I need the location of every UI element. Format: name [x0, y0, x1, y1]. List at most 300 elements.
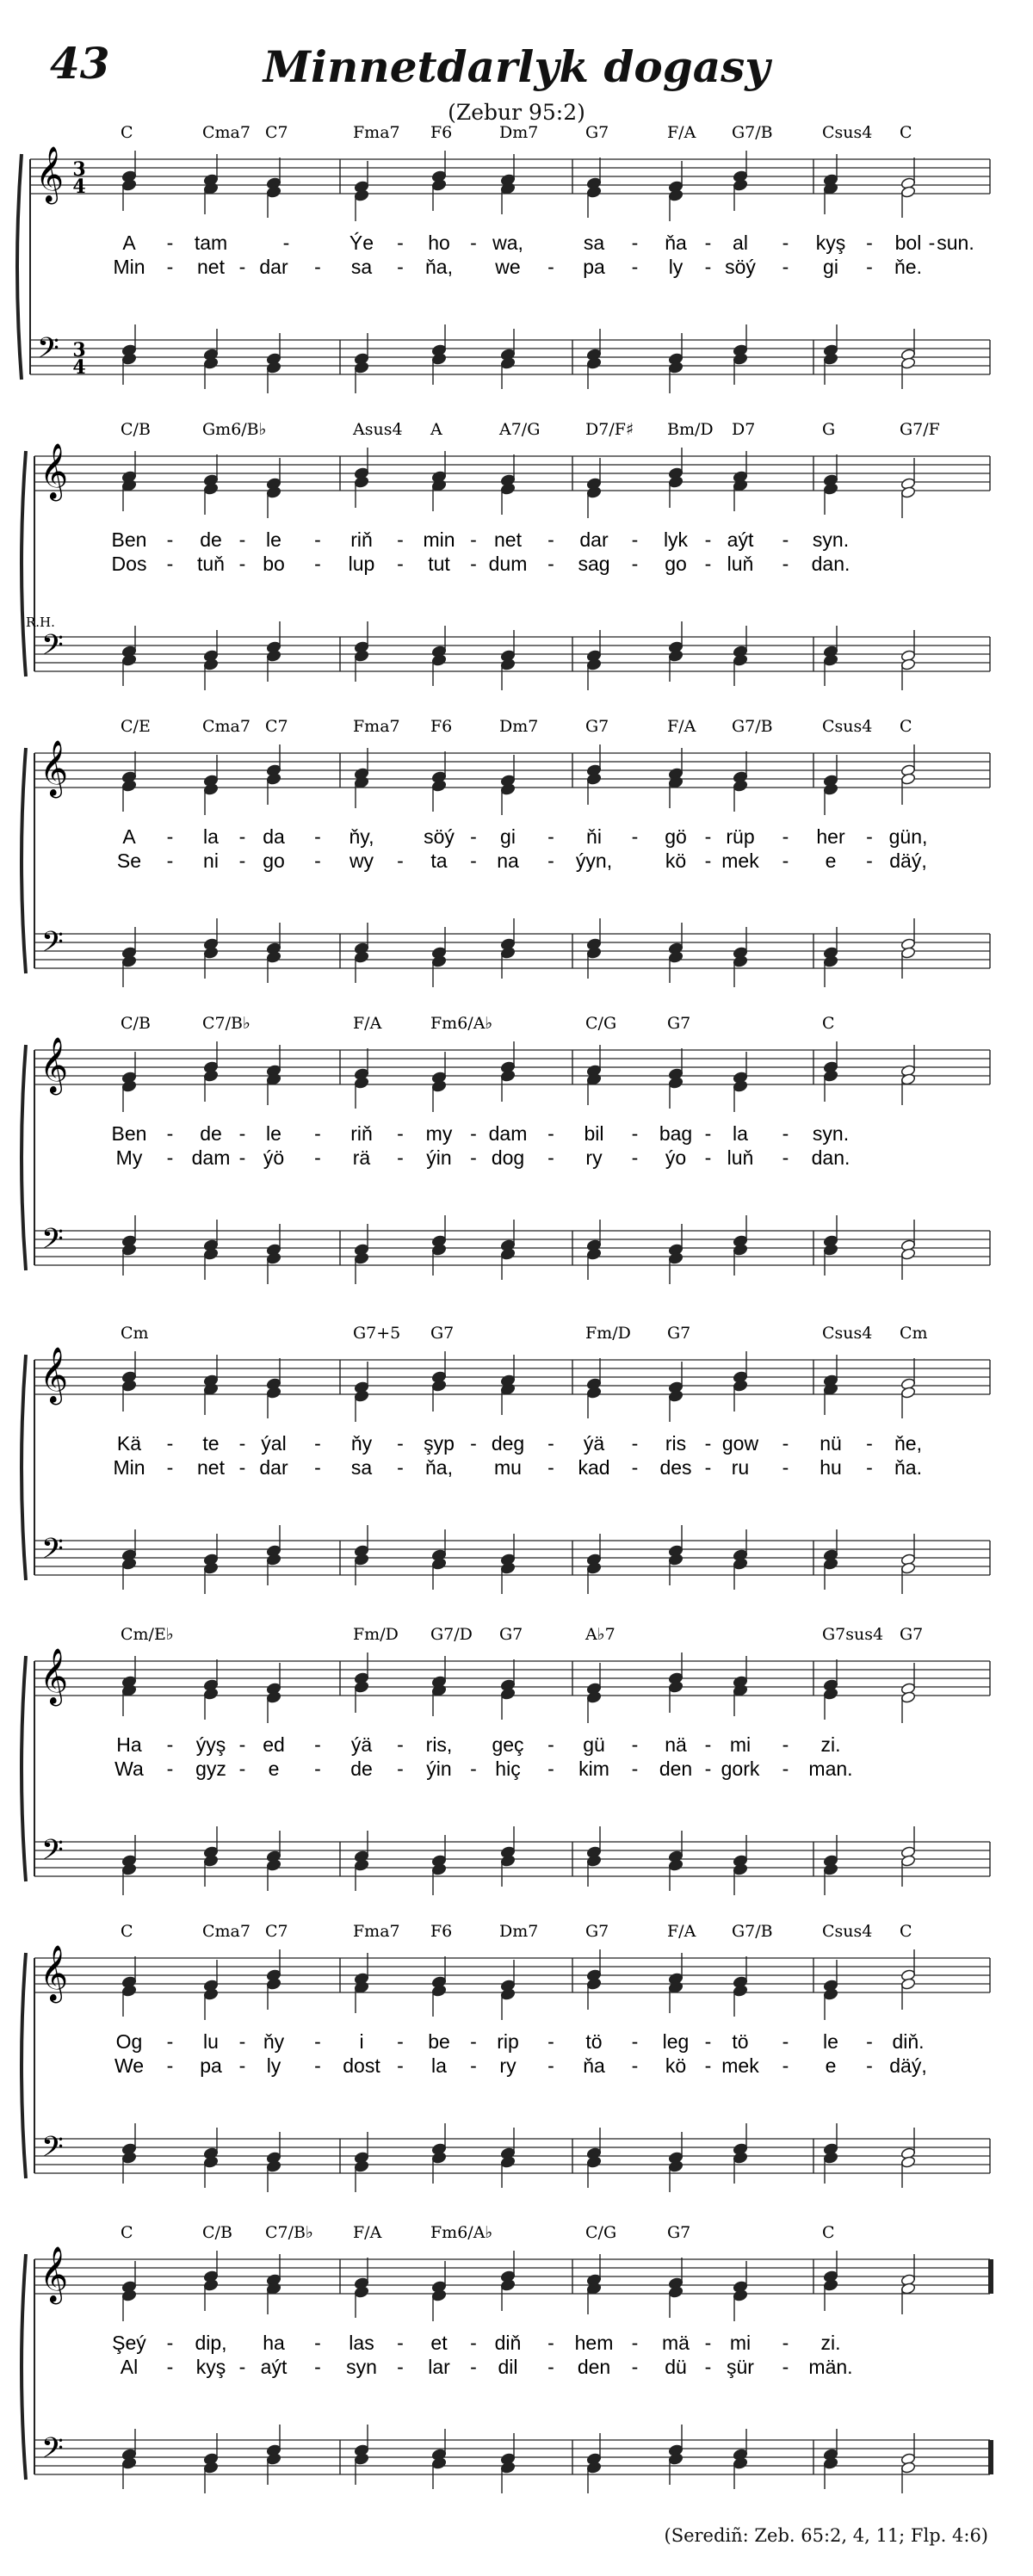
- lyric-syllable: sa: [350, 256, 373, 278]
- lyric-hyphen: -: [631, 553, 639, 575]
- bass-chord-notes: [586, 329, 602, 389]
- treble-chord-notes: [203, 755, 219, 815]
- lyric-hyphen: -: [238, 1122, 246, 1145]
- treble-chord-notes: [900, 1358, 916, 1418]
- treble-clef-icon: 𝄞: [40, 1648, 69, 1704]
- lyric-hyphen: -: [704, 1146, 712, 1169]
- lyric-syllable: rä: [352, 1146, 371, 1169]
- lyric-hyphen: -: [470, 528, 477, 551]
- footer-reference: (Serediñ: Zeb. 65:2, 4, 11; Flp. 4:6): [664, 2525, 988, 2546]
- treble-chord-notes: [203, 1355, 219, 1415]
- lyric-syllable: Al: [120, 2356, 139, 2378]
- lyric-hyphen: -: [397, 256, 404, 278]
- lyric-syllable: man.: [808, 1757, 853, 1780]
- bass-chord-notes: [431, 2429, 447, 2489]
- lyric-syllable: bol: [894, 232, 922, 254]
- lyric-hyphen: -: [866, 849, 873, 872]
- bass-clef-icon: 𝄢: [41, 1834, 64, 1874]
- chord-symbol: F/A: [353, 2223, 382, 2242]
- lyric-syllable: wa,: [492, 232, 523, 254]
- lyric-syllable: ris,: [425, 1733, 453, 1756]
- lyric-hyphen: -: [397, 2332, 404, 2354]
- lyric-syllable: hem: [574, 2332, 614, 2354]
- bass-chord-notes: [500, 1534, 516, 1594]
- bass-chord-notes: [431, 2123, 447, 2184]
- treble-chord-notes: [586, 158, 602, 218]
- lyric-syllable: ni: [203, 849, 219, 872]
- lyric-hyphen: -: [631, 528, 639, 551]
- chord-symbol: Asus4: [353, 420, 403, 439]
- lyric-syllable: kö: [665, 849, 687, 872]
- lyric-syllable: net: [197, 256, 225, 278]
- lyric-hyphen: -: [704, 825, 712, 848]
- lyric-syllable: dar: [259, 1456, 288, 1479]
- lyric-hyphen: -: [314, 2332, 321, 2354]
- bass-chord-notes: [203, 329, 219, 389]
- lyric-syllable: al: [733, 232, 748, 254]
- lyric-syllable: ly: [266, 2054, 281, 2077]
- lyric-hyphen: -: [631, 1432, 639, 1455]
- lyric-syllable: tut: [428, 553, 450, 575]
- bass-chord-notes: [500, 918, 516, 979]
- lyric-syllable: ňa,: [425, 256, 453, 278]
- lyric-hyphen: -: [397, 528, 404, 551]
- lyric-syllable: Kä: [116, 1432, 142, 1455]
- lyric-hyphen: -: [470, 2356, 477, 2378]
- bass-chord-notes: [431, 1835, 447, 1895]
- lyric-syllable: mu: [494, 1456, 522, 1479]
- time-signature-lower: 4: [72, 176, 86, 198]
- lyric-hyphen: -: [166, 2054, 174, 2077]
- lyric-hyphen: -: [397, 2356, 404, 2378]
- lyric-hyphen: -: [470, 1757, 477, 1780]
- scripture-reference: (Zebur 95:2): [448, 100, 585, 125]
- lyric-syllable: geç: [492, 1733, 524, 1756]
- lyric-syllable: e: [825, 2054, 837, 2077]
- treble-chord-notes: [668, 1362, 684, 1422]
- treble-clef-icon: 𝄞: [40, 1945, 69, 2001]
- treble-chord-notes: [586, 1663, 602, 1723]
- time-signature-upper: 3: [72, 339, 86, 361]
- lyric-syllable: ňy,: [349, 825, 374, 848]
- lyric-hyphen: -: [704, 2356, 712, 2378]
- treble-chord-notes: [586, 1045, 602, 1105]
- chord-symbol: C: [822, 1014, 835, 1033]
- treble-chord-notes: [121, 451, 137, 511]
- lyric-hyphen: -: [397, 1432, 404, 1455]
- treble-chord-notes: [668, 2258, 684, 2318]
- lyric-hyphen: -: [314, 1146, 321, 1169]
- lyric-syllable: Se: [116, 849, 142, 872]
- treble-chord-notes: [823, 154, 838, 214]
- treble-chord-notes: [266, 2254, 281, 2314]
- lyric-hyphen: -: [397, 1122, 404, 1145]
- lyric-syllable: go: [665, 553, 687, 575]
- lyric-syllable: mek: [721, 2054, 759, 2077]
- lyric-syllable: ho: [428, 232, 450, 254]
- lyric-syllable: mi: [729, 1733, 752, 1756]
- lyric-hyphen: -: [782, 232, 789, 254]
- lyric-hyphen: -: [631, 2030, 639, 2053]
- treble-chord-notes: [266, 158, 281, 218]
- lyric-syllable: A: [122, 825, 136, 848]
- lyric-hyphen: -: [166, 528, 174, 551]
- bass-chord-notes: [733, 626, 748, 686]
- bass-chord-notes: [733, 1215, 748, 1276]
- bass-chord-notes: [431, 1529, 447, 1590]
- chord-symbol: G7/F: [900, 420, 940, 439]
- lyric-hyphen: -: [631, 2332, 639, 2354]
- chord-symbol: C7/B♭: [265, 2223, 313, 2242]
- lyric-hyphen: -: [631, 825, 639, 848]
- treble-chord-notes: [500, 1659, 516, 1720]
- chord-symbol: Csus4: [822, 1922, 873, 1941]
- bass-chord-notes: [586, 1826, 602, 1887]
- treble-chord-notes: [500, 755, 516, 815]
- music-system: [0, 123, 1033, 413]
- treble-chord-notes: [266, 1358, 281, 1418]
- lyric-syllable: ha: [263, 2332, 285, 2354]
- treble-chord-notes: [203, 1659, 219, 1720]
- treble-clef-icon: 𝄞: [40, 1037, 69, 1093]
- treble-chord-notes: [900, 158, 916, 218]
- chord-symbol: C/G: [585, 1014, 617, 1033]
- lyric-syllable: We: [114, 2054, 145, 2077]
- chord-symbol: C: [900, 717, 912, 736]
- treble-chord-notes: [121, 1956, 137, 2017]
- lyric-syllable: ňa.: [894, 1456, 922, 1479]
- lyric-hyphen: -: [866, 232, 873, 254]
- bass-chord-notes: [203, 1534, 219, 1594]
- lyric-hyphen: -: [314, 553, 321, 575]
- lyric-syllable: My: [115, 1146, 143, 1169]
- treble-chord-notes: [354, 748, 369, 808]
- bass-chord-notes: [668, 1525, 684, 1585]
- bass-chord-notes: [354, 2425, 369, 2485]
- lyric-syllable: kad: [578, 1456, 610, 1479]
- bass-chord-notes: [203, 1220, 219, 1280]
- bass-clef-icon: 𝄢: [41, 629, 64, 669]
- lyric-hyphen: -: [782, 256, 789, 278]
- bass-chord-notes: [900, 2433, 916, 2493]
- bass-clef-icon: 𝄢: [41, 1223, 64, 1263]
- treble-chord-notes: [431, 1956, 447, 2017]
- lyric-hyphen: -: [166, 2332, 174, 2354]
- bass-chord-notes: [733, 1835, 748, 1895]
- bass-chord-notes: [203, 2433, 219, 2493]
- lyric-hyphen: -: [547, 2356, 554, 2378]
- lyric-hyphen: -: [547, 2332, 554, 2354]
- chord-symbol: Csus4: [822, 123, 873, 142]
- bass-chord-notes: [900, 1534, 916, 1594]
- lyric-syllable: söý: [725, 256, 756, 278]
- lyric-hyphen: -: [166, 1757, 174, 1780]
- lyric-hyphen: -: [470, 553, 477, 575]
- bass-chord-notes: [733, 2429, 748, 2489]
- bass-chord-notes: [668, 621, 684, 682]
- lyric-hyphen: -: [238, 1757, 246, 1780]
- chord-symbol: F/A: [667, 1922, 696, 1941]
- lyric-syllable: des: [659, 1456, 692, 1479]
- lyric-syllable: gü: [583, 1733, 605, 1756]
- chord-symbol: C7: [265, 717, 288, 736]
- treble-chord-notes: [733, 451, 748, 511]
- lyric-hyphen: -: [470, 2054, 477, 2077]
- lyric-syllable: luň: [727, 553, 754, 575]
- lyric-syllable: şyp: [424, 1432, 455, 1455]
- bass-chord-notes: [823, 927, 838, 987]
- lyric-syllable: dip,: [195, 2332, 227, 2354]
- lyric-syllable: lyk: [663, 528, 689, 551]
- lyric-syllable: sun.: [937, 232, 974, 254]
- bass-chord-notes: [823, 1835, 838, 1895]
- bass-chord-notes: [668, 2132, 684, 2192]
- treble-chord-notes: [668, 748, 684, 808]
- lyric-hyphen: -: [470, 1122, 477, 1145]
- lyric-hyphen: -: [166, 256, 174, 278]
- chord-symbol: Dm7: [499, 1922, 539, 1941]
- lyric-syllable: syn: [346, 2356, 377, 2378]
- lyric-syllable: de: [200, 1122, 222, 1145]
- lyric-hyphen: -: [397, 1733, 404, 1756]
- lyric-syllable: tuň: [197, 553, 225, 575]
- chord-symbol: Cm/E♭: [121, 1625, 174, 1644]
- lyric-hyphen: -: [631, 1146, 639, 1169]
- lyric-hyphen: -: [782, 849, 789, 872]
- lyric-syllable: ňe.: [894, 256, 922, 278]
- lyric-hyphen: -: [631, 1757, 639, 1780]
- lyric-syllable: we: [495, 256, 521, 278]
- lyric-hyphen: -: [631, 256, 639, 278]
- chord-symbol: Fma7: [353, 123, 400, 142]
- bass-chord-notes: [431, 626, 447, 686]
- chord-symbol: Cma7: [202, 123, 251, 142]
- lyric-syllable: gyz: [195, 1757, 226, 1780]
- treble-chord-notes: [354, 1048, 369, 1109]
- chord-symbol: A♭7: [585, 1625, 615, 1644]
- lyric-syllable: nä: [665, 1733, 687, 1756]
- lyric-syllable: ry: [585, 1146, 603, 1169]
- lyric-hyphen: -: [866, 256, 873, 278]
- lyric-syllable: pa: [583, 256, 605, 278]
- bass-clef-icon: 𝄢: [41, 2432, 64, 2472]
- treble-chord-notes: [733, 1956, 748, 2017]
- lyric-hyphen: -: [397, 2030, 404, 2053]
- bass-chord-notes: [586, 2128, 602, 2188]
- treble-clef-icon: 𝄞: [40, 443, 69, 499]
- lyric-syllable: dam: [191, 1146, 231, 1169]
- bass-chord-notes: [354, 1831, 369, 1891]
- lyric-syllable: bag: [659, 1122, 693, 1145]
- bass-chord-notes: [203, 918, 219, 979]
- treble-chord-notes: [500, 454, 516, 515]
- chord-symbol: F6: [430, 717, 453, 736]
- lyric-hyphen: -: [238, 1432, 246, 1455]
- lyric-syllable: rüp: [726, 825, 755, 848]
- bass-clef-icon: 𝄢: [41, 926, 64, 966]
- treble-chord-notes: [203, 454, 219, 515]
- bass-clef-icon: 𝄢: [41, 1533, 64, 1572]
- lyric-syllable: syn.: [812, 528, 850, 551]
- lyric-syllable: ris: [665, 1432, 687, 1455]
- music-system: [0, 1324, 1033, 1614]
- lyric-hyphen: -: [470, 825, 477, 848]
- lyric-hyphen: -: [282, 232, 290, 254]
- lyric-syllable: ňe,: [894, 1432, 922, 1455]
- lyric-syllable: lar: [428, 2356, 450, 2378]
- treble-chord-notes: [431, 2261, 447, 2321]
- lyric-hyphen: -: [166, 1122, 174, 1145]
- lyric-syllable: e: [825, 849, 837, 872]
- chord-symbol: G7sus4: [822, 1625, 884, 1644]
- lyric-syllable: gi: [500, 825, 516, 848]
- treble-chord-notes: [733, 1656, 748, 1716]
- time-signature-upper: 3: [72, 158, 86, 181]
- treble-clef-icon: 𝄞: [35, 146, 65, 202]
- lyric-syllable: bo: [263, 553, 285, 575]
- lyric-syllable: gow: [721, 1432, 759, 1455]
- bass-chord-notes: [586, 1534, 602, 1594]
- brace: [17, 154, 22, 380]
- lyric-hyphen: -: [314, 528, 321, 551]
- brace: [22, 2254, 26, 2480]
- bass-chord-notes: [586, 2433, 602, 2493]
- lyric-syllable: hiç: [495, 1757, 521, 1780]
- lyric-hyphen: -: [547, 1456, 554, 1479]
- treble-chord-notes: [733, 1052, 748, 1112]
- lyric-syllable: söý: [424, 825, 455, 848]
- lyric-syllable: le: [823, 2030, 838, 2053]
- lyric-hyphen: -: [782, 1432, 789, 1455]
- lyric-hyphen: -: [397, 232, 404, 254]
- lyric-hyphen: -: [782, 1146, 789, 1169]
- bass-chord-notes: [121, 2123, 137, 2184]
- lyric-syllable: dog: [491, 1146, 525, 1169]
- chord-symbol: C: [121, 1922, 133, 1941]
- lyric-hyphen: -: [397, 1146, 404, 1169]
- lyric-syllable: ňi: [586, 825, 602, 848]
- lyric-syllable: ed: [263, 1733, 285, 1756]
- treble-chord-notes: [586, 2254, 602, 2314]
- lyric-syllable: la: [733, 1122, 748, 1145]
- lyric-hyphen: -: [928, 232, 936, 254]
- bass-chord-notes: [266, 1525, 281, 1585]
- lyric-syllable: leg: [662, 2030, 690, 2053]
- lyric-hyphen: -: [238, 1146, 246, 1169]
- lyric-hyphen: -: [238, 2030, 246, 2053]
- chord-symbol: C/B: [121, 1014, 151, 1033]
- lyric-hyphen: -: [166, 1733, 174, 1756]
- chord-symbol: A7/G: [499, 420, 541, 439]
- lyric-hyphen: -: [866, 2030, 873, 2053]
- lyric-hyphen: -: [166, 1432, 174, 1455]
- lyric-syllable: tam: [194, 232, 228, 254]
- chord-symbol: Csus4: [822, 717, 873, 736]
- lyric-hyphen: -: [704, 849, 712, 872]
- lyric-syllable: ýä: [583, 1432, 605, 1455]
- lyric-hyphen: -: [166, 1146, 174, 1169]
- treble-chord-notes: [354, 2258, 369, 2318]
- lyric-hyphen: -: [782, 1122, 789, 1145]
- lyric-hyphen: -: [397, 849, 404, 872]
- lyric-syllable: ýin: [426, 1757, 452, 1780]
- lyric-hyphen: -: [547, 1122, 554, 1145]
- bass-chord-notes: [733, 324, 748, 385]
- chord-symbol: Cm: [900, 1324, 928, 1343]
- lyric-hyphen: -: [397, 1456, 404, 1479]
- brace: [22, 1656, 26, 1881]
- chord-symbol: Bm/D: [667, 420, 714, 439]
- lyric-syllable: ňa: [583, 2054, 605, 2077]
- lyric-hyphen: -: [704, 1733, 712, 1756]
- lyric-syllable: riň: [350, 1122, 373, 1145]
- lyric-hyphen: -: [166, 2030, 174, 2053]
- bass-chord-notes: [121, 626, 137, 686]
- lyric-hyphen: -: [704, 1757, 712, 1780]
- bass-chord-notes: [668, 1224, 684, 1284]
- lyric-hyphen: -: [166, 2356, 174, 2378]
- lyric-hyphen: -: [782, 825, 789, 848]
- treble-clef-icon: 𝄞: [40, 1347, 69, 1403]
- lyric-hyphen: -: [314, 2030, 321, 2053]
- treble-chord-notes: [431, 751, 447, 812]
- lyric-syllable: lu: [203, 2030, 219, 2053]
- lyric-hyphen: -: [166, 1456, 174, 1479]
- treble-chord-notes: [266, 458, 281, 518]
- chord-symbol: F6: [430, 1922, 453, 1941]
- treble-chord-notes: [900, 1663, 916, 1723]
- chord-symbol: G7: [585, 1922, 609, 1941]
- lyric-syllable: i: [359, 2030, 364, 2053]
- lyric-syllable: aýt: [260, 2356, 288, 2378]
- bass-chord-notes: [668, 333, 684, 393]
- lyric-hyphen: -: [470, 2332, 477, 2354]
- lyric-hyphen: -: [470, 849, 477, 872]
- lyric-syllable: syn.: [812, 1122, 850, 1145]
- lyric-hyphen: -: [314, 849, 321, 872]
- lyric-hyphen: -: [704, 232, 712, 254]
- lyric-hyphen: -: [631, 2054, 639, 2077]
- lyric-syllable: ýo: [665, 1146, 687, 1169]
- lyric-hyphen: -: [547, 825, 554, 848]
- lyric-syllable: mi: [729, 2332, 752, 2354]
- bass-chord-notes: [668, 1831, 684, 1891]
- lyric-syllable: dü: [665, 2356, 687, 2378]
- treble-chord-notes: [431, 1656, 447, 1716]
- lyric-syllable: ýä: [350, 1733, 373, 1756]
- bass-chord-notes: [354, 621, 369, 682]
- brace: [22, 1355, 26, 1580]
- lyric-syllable: den: [577, 2356, 611, 2378]
- treble-chord-notes: [431, 1052, 447, 1112]
- chord-symbol: Fm/D: [585, 1324, 631, 1343]
- chord-symbol: Cm: [121, 1324, 149, 1343]
- lyric-syllable: Ben: [111, 528, 147, 551]
- bass-chord-notes: [823, 2123, 838, 2184]
- bass-chord-notes: [203, 630, 219, 690]
- lyric-hyphen: -: [704, 1456, 712, 1479]
- lyric-hyphen: -: [782, 553, 789, 575]
- final-barline: [988, 2259, 993, 2294]
- lyric-hyphen: -: [631, 2356, 639, 2378]
- treble-chord-notes: [121, 2261, 137, 2321]
- bass-chord-notes: [431, 324, 447, 385]
- chord-symbol: Fma7: [353, 717, 400, 736]
- treble-chord-notes: [900, 2254, 916, 2314]
- bass-chord-notes: [500, 329, 516, 389]
- bass-chord-notes: [266, 1831, 281, 1891]
- chord-symbol: Fma7: [353, 1922, 400, 1941]
